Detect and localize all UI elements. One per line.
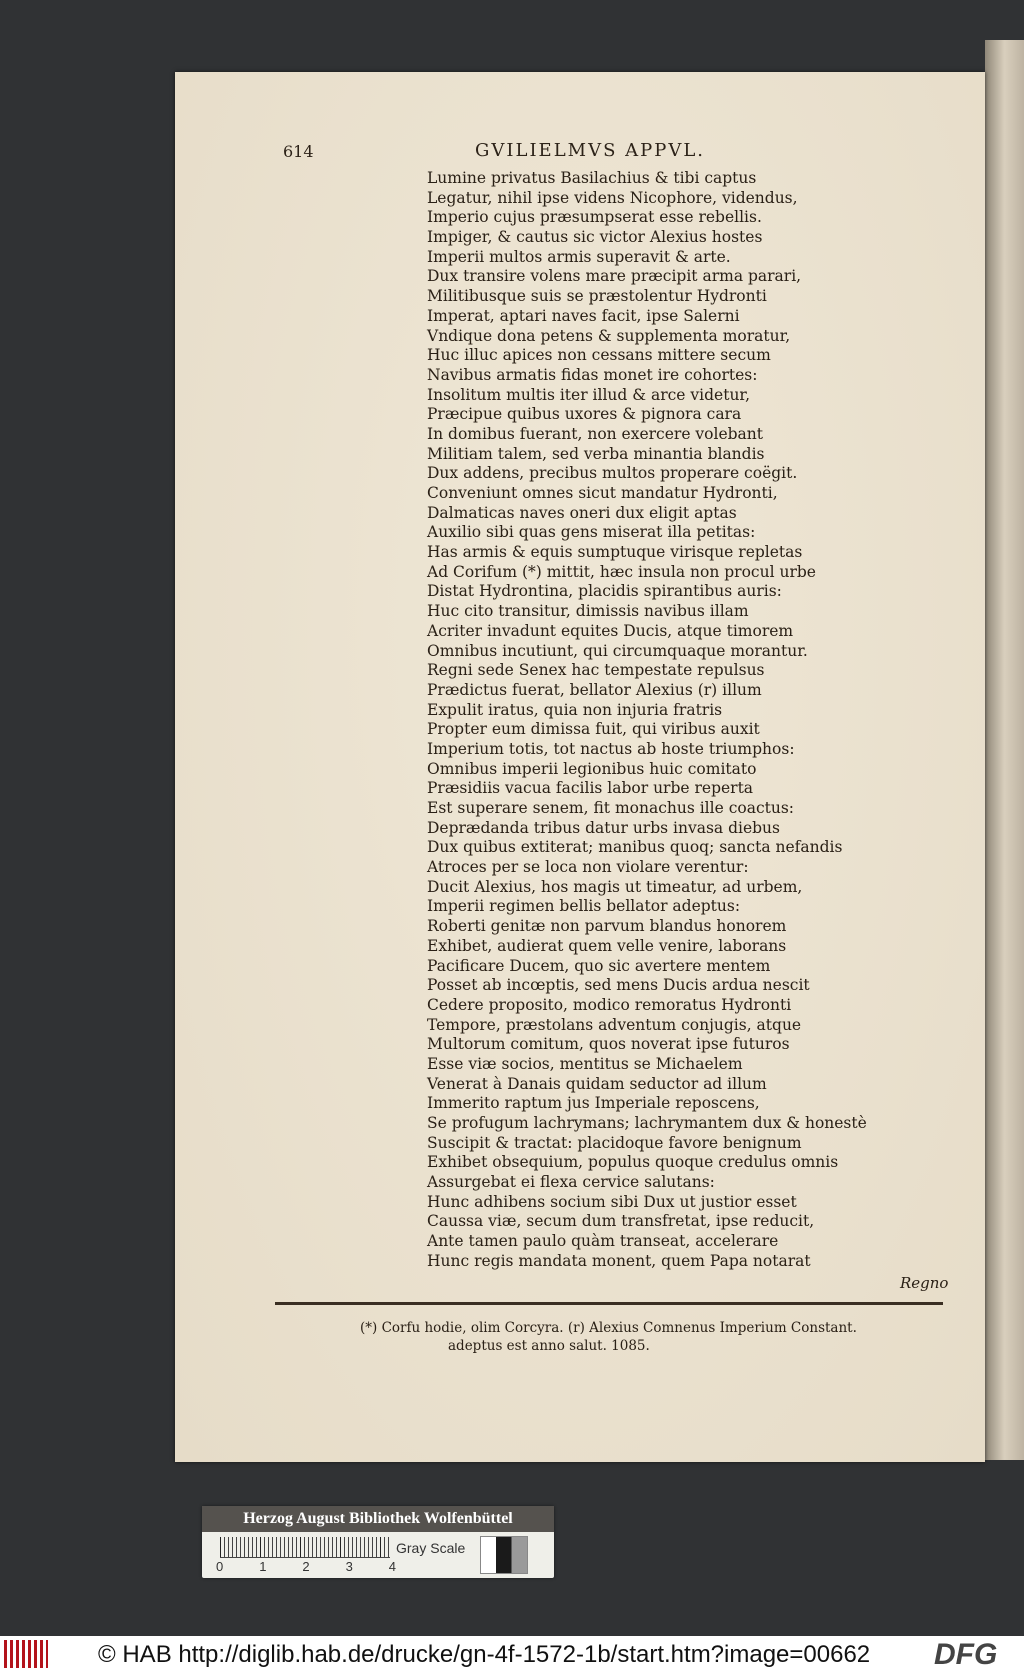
ruler-tick-label: 4 [388,1559,396,1574]
footnote-line-2: adeptus est anno salut. 1085. [448,1338,650,1354]
gray-swatch [480,1536,528,1574]
hab-barcode-logo-icon [4,1640,48,1668]
verse-line: Navibus armatis fidas monet ire cohortes: [427,365,758,384]
ruler-ticks [216,1559,396,1575]
verse-line: Cedere proposito, modico remoratus Hydronti [427,995,792,1014]
verse-line: Exhibet, audierat quem velle venire, laborans [427,936,787,955]
footnote-rule [275,1302,943,1305]
verse-line: Exhibet obsequium, populus quoque credulus omnis [427,1153,839,1172]
catchword: Regno [900,1274,949,1292]
verse-line: Ducit Alexius, hos magis ut timeatur, ad urbem, [427,877,803,896]
verse-line: Esse viæ socios, mentitus se Michaelem [427,1054,743,1073]
verse-line: Caussa viæ, secum dum transfretat, ipse reducit, [427,1212,815,1231]
verse-line: Regni sede Senex hac tempestate repulsus [427,661,765,680]
verse-line: Imperium totis, tot nactus ab hoste triumphos: [427,739,795,758]
verse-line: Insolitum multis iter illud & arce videtur, [427,385,751,404]
verse-line: Se profugum lachrymans; lachrymantem dux & honestè [427,1114,867,1132]
verse-line: Multorum comitum, quos noverat ipse futuros [427,1035,790,1054]
verse-line: Impiger, & cautus sic victor Alexius hostes [427,228,763,247]
dfg-logo: DFG [934,1638,998,1671]
verse-list [427,169,957,1272]
verse-line: Omnibus imperii legionibus huic comitato [427,759,757,778]
verse-line: Auxilio sibi quas gens miserat illa petitas: [427,523,756,542]
verse-line: Hunc adhibens socium sibi Dux ut justior esset [427,1192,797,1211]
verse-line: Militibusque suis se præstolentur Hydronti [427,287,767,306]
verse-line: Deprædanda tribus datur urbs invasa diebus [427,818,780,837]
verse-line: Acriter invadunt equites Ducis, atque timorem [427,621,794,640]
running-head: GVILIELMVS APPVL. [475,140,706,161]
ruler-tick-label: 1 [259,1559,267,1574]
verse-line: Has armis & equis sumptuque virisque repletas [427,543,803,562]
ruler-tick-label: 2 [302,1559,310,1574]
verse-line: Atroces per se loca non violare verentur: [427,858,749,877]
verse-line: Dalmaticas naves oneri dux eligit aptas [427,503,737,522]
verse-line: In domibus fuerant, non exercere volebant [427,424,764,443]
verse-line: Huc illuc apices non cessans mittere secum [427,346,771,365]
verse-line: Imperii multos armis superavit & arte. [427,247,731,266]
verse-line: Dux quibus extiterat; manibus quoq; sancta nefandis [427,838,843,857]
ruler-scale [220,1537,390,1558]
verse-line: Suscipit & tractat: placidoque favore benignum [427,1133,802,1152]
book-page [175,72,985,1462]
verse-line: Vndique dona petens & supplementa moratur, [427,326,791,345]
ruler-tick-label: 3 [345,1559,353,1574]
verse-line: Propter eum dimissa fuit, qui viribus auxit [427,720,760,739]
verse-line: Venerat à Danais quidam seductor ad illum [427,1074,767,1093]
verse-line: Hunc regis mandata monent, quem Papa notarat [427,1251,811,1270]
color-calibration-bar [202,1506,554,1578]
verse-line: Militiam talem, sed verba minantia blandis [427,444,765,463]
verse-line: Præcipue quibus uxores & pignora cara [427,405,742,424]
verse-line: Roberti genitæ non parvum blandus honorem [427,917,787,936]
footnote-line-1: (*) Corfu hodie, olim Corcyra. (r) Alexius Comnenus Imperium Constant. [360,1320,857,1336]
verse-line: Prædictus fuerat, bellator Alexius (r) illum [427,680,762,699]
verse-line: Dux transire volens mare præcipit arma parari, [427,267,802,286]
next-page-edge [985,40,1024,1460]
verse-line: Pacificare Ducem, quo sic avertere mentem [427,956,771,975]
verse-line: Ante tamen paulo quàm transeat, accelerare [427,1232,779,1251]
footer-credit-link[interactable]: © HAB http://diglib.hab.de/drucke/gn-4f-1572-1b/start.htm?image=00662 [98,1641,871,1668]
verse-line: Legatur, nihil ipse videns Nicophore, videndus, [427,188,798,207]
colorbar-institution: Herzog August Bibliothek Wolfenbüttel [202,1506,554,1532]
verse-line: Imperii regimen bellis bellator adeptus: [427,897,741,916]
verse-line: Lumine privatus Basilachius & tibi captus [427,169,757,187]
verse-line: Ad Corifum (*) mittit, hæc insula non procul urbe [427,562,816,581]
verse-line: Imperio cujus præsumpserat esse rebellis. [427,208,762,227]
verse-line: Assurgebat ei flexa cervice salutans: [427,1173,715,1192]
verse-line: Dux addens, precibus multos properare coëgit. [427,464,798,483]
footer-bar [0,1636,1024,1673]
footnote [360,1319,900,1355]
page-number: 614 [283,142,314,161]
verse-line: Posset ab incœptis, sed mens Ducis ardua nescit [427,976,810,995]
verse-line: Immerito raptum jus Imperiale reposcens, [427,1094,760,1113]
verse-line: Distat Hydrontina, placidis spirantibus auris: [427,582,782,601]
verse-line: Omnibus incutiunt, qui circumquaque morantur. [427,641,808,660]
verse-line: Conveniunt omnes sicut mandatur Hydronti, [427,484,778,502]
ruler-tick-label: 0 [216,1559,224,1574]
verse-line: Huc cito transitur, dimissis navibus illam [427,602,749,621]
verse-line: Tempore, præstolans adventum conjugis, atque [427,1015,802,1034]
gray-scale-label: Gray Scale [396,1540,466,1556]
verse-line: Est superare senem, fit monachus ille coactus: [427,799,795,817]
verse-line: Præsidiis vacua facilis labor urbe reperta [427,779,754,798]
verse-line: Imperat, aptari naves facit, ipse Salerni [427,306,740,325]
verse-line: Expulit iratus, quia non injuria fratris [427,700,723,719]
